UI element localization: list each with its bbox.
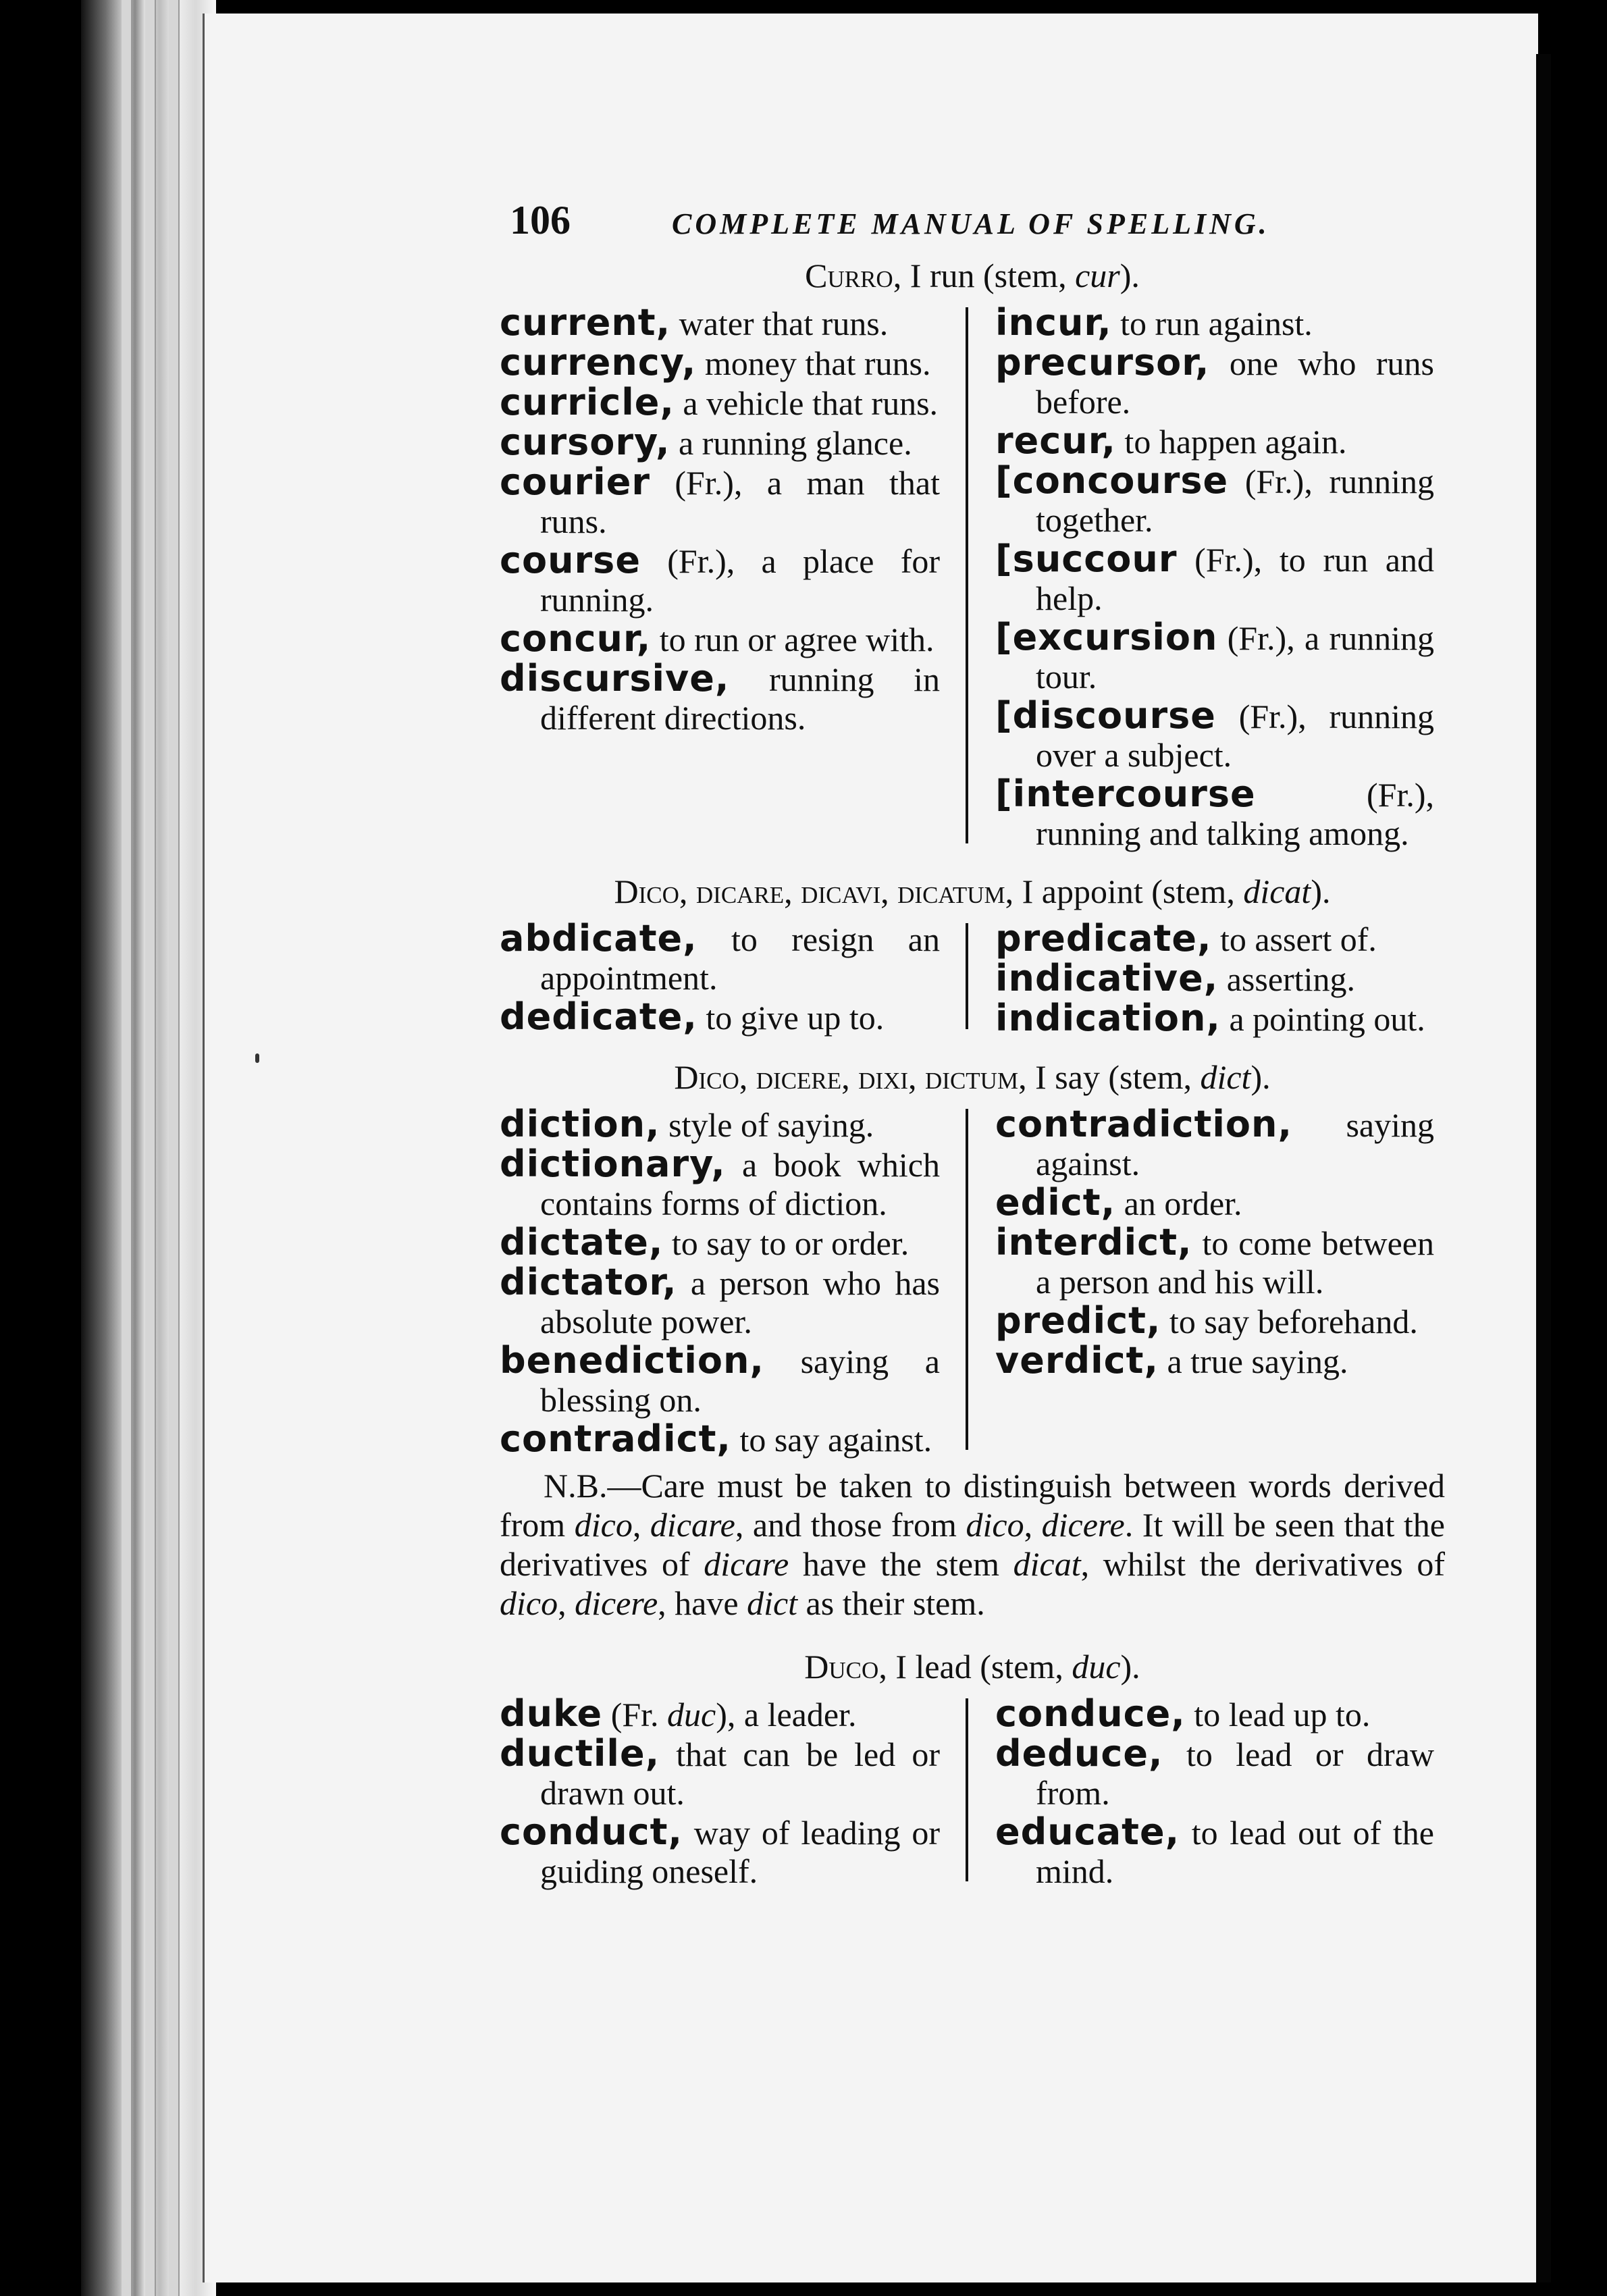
title-close: ). (1250, 1058, 1271, 1096)
definition: (Fr.), a place for running. (540, 542, 940, 619)
term: cursory, (500, 421, 670, 463)
term: [succour (995, 538, 1178, 580)
entry (500, 919, 940, 997)
term: ductile, (500, 1732, 660, 1775)
term: duke (500, 1692, 603, 1735)
note-italic: dicare (650, 1506, 735, 1544)
definition: (Fr.), running over a subject. (1036, 698, 1434, 774)
section-title (500, 252, 1445, 299)
definition: to lead out of the mind. (1036, 1814, 1434, 1890)
term: course (500, 539, 641, 581)
meaning: , I lead (stem, (878, 1648, 1072, 1686)
definition: (Fr.), running and talking among. (1036, 776, 1434, 852)
entry (995, 1105, 1434, 1183)
entry-columns (500, 1694, 1445, 1891)
note-text: , whilst the derivatives of (1080, 1545, 1446, 1583)
entry (995, 421, 1434, 461)
right-column (968, 1105, 1434, 1459)
page-header (510, 197, 1286, 244)
term: contradict, (500, 1417, 731, 1460)
term: dictionary, (500, 1143, 726, 1185)
definition: asserting. (1218, 960, 1355, 998)
entry (995, 919, 1434, 959)
definition: saying a blessing on. (540, 1342, 940, 1419)
stem-word: Curro (805, 257, 893, 294)
definition: that can be led or drawn out. (540, 1736, 940, 1812)
term: currency, (500, 341, 697, 384)
definition: to resign an appointment. (540, 920, 940, 997)
left-column (500, 1105, 966, 1459)
entry (500, 1145, 940, 1223)
section-title (500, 868, 1445, 915)
definition: to happen again. (1115, 423, 1347, 461)
entry (995, 343, 1434, 421)
note-italic: dicere (575, 1584, 658, 1622)
left-column (500, 919, 966, 1039)
note-text: , and those from (735, 1506, 966, 1544)
definition: to assert of. (1211, 920, 1377, 958)
definition: a person who has absolute power. (540, 1264, 940, 1340)
nb-note (500, 1466, 1445, 1623)
note-text: . It will be seen that the derivatives of (500, 1506, 1445, 1583)
entry-columns (500, 919, 1445, 1039)
page-stack-edge (145, 0, 156, 2296)
term: dictate, (500, 1221, 664, 1263)
entry (500, 1341, 940, 1419)
term: discursive, (500, 657, 730, 700)
term: predicate, (995, 917, 1212, 960)
entry (995, 1341, 1434, 1381)
definition: (Fr.), running together. (1036, 463, 1434, 539)
entry (995, 1734, 1434, 1812)
entry (500, 1223, 940, 1263)
definition: a pointing out. (1220, 1000, 1425, 1038)
entry (995, 696, 1434, 775)
note-italic: dicere (1041, 1506, 1125, 1544)
stem-word: Dico, dicare, dicavi, dicatum (614, 872, 1005, 910)
entry-columns (500, 303, 1445, 853)
entry (500, 303, 940, 343)
entry (500, 1812, 940, 1891)
definition: style of saying. (660, 1106, 874, 1144)
entry (995, 959, 1434, 999)
stem: duc (1072, 1648, 1121, 1686)
page-stack-edge (169, 0, 180, 2296)
stem: dict (1200, 1058, 1251, 1096)
definition-pre: (Fr. (602, 1696, 668, 1733)
entry (995, 1812, 1434, 1891)
stem: dicat (1243, 872, 1311, 910)
entry-columns (500, 1105, 1445, 1459)
term: [discourse (995, 694, 1216, 737)
note-text: N.B.—Care must be taken to distinguish between words derived from (500, 1467, 1445, 1544)
entry (500, 659, 940, 737)
definition: (Fr.), to run and help. (1036, 541, 1434, 617)
definition: to run or agree with. (651, 621, 934, 658)
term: benediction, (500, 1339, 764, 1382)
note-italic: dict (747, 1584, 798, 1622)
right-column (968, 1694, 1434, 1891)
term: [concourse (995, 459, 1229, 502)
entry (500, 423, 940, 463)
definition: a true saying. (1158, 1342, 1348, 1380)
entry (500, 997, 940, 1037)
stem-word: Dico, dicere, dixi, dictum (674, 1058, 1019, 1096)
term: educate, (995, 1810, 1180, 1853)
note-text: , (632, 1506, 650, 1544)
title-close: ). (1120, 1648, 1140, 1686)
entry (995, 461, 1434, 540)
definition: way of leading or guiding oneself. (540, 1814, 940, 1890)
ink-speck (255, 1053, 259, 1063)
meaning: , I say (stem, (1018, 1058, 1201, 1096)
entry (500, 343, 940, 383)
entry (995, 999, 1434, 1039)
note-italic: dicat (1013, 1545, 1081, 1583)
note-text: , (1024, 1506, 1042, 1544)
right-column (968, 919, 1434, 1039)
entry (500, 619, 940, 659)
meaning: , I run (stem, (893, 257, 1076, 294)
term: edict, (995, 1181, 1116, 1224)
note-text: , (558, 1584, 575, 1622)
definition: a book which contains forms of diction. (540, 1146, 940, 1222)
entry (995, 1694, 1434, 1734)
definition: to say beforehand. (1161, 1303, 1418, 1340)
term: current, (500, 301, 671, 344)
term: courier (500, 461, 650, 503)
definition: one who runs before. (1036, 344, 1434, 421)
entry (500, 1105, 940, 1145)
note-text: , have (658, 1584, 747, 1622)
term: indicative, (995, 957, 1219, 999)
term: incur, (995, 301, 1112, 344)
page-content (500, 246, 1445, 1891)
term: deduce, (995, 1732, 1163, 1775)
definition: saying against. (1036, 1106, 1434, 1182)
note-italic: dicare (704, 1545, 789, 1583)
definition: (Fr.), a running tour. (1036, 619, 1434, 696)
note-text: as their stem. (797, 1584, 985, 1622)
term: contradiction, (995, 1103, 1292, 1145)
section-title (500, 1053, 1445, 1101)
entry (995, 1223, 1434, 1301)
definition: to say against. (731, 1421, 932, 1459)
entry (995, 1301, 1434, 1341)
entry (500, 383, 940, 423)
entry (995, 618, 1434, 696)
term: concur, (500, 617, 652, 660)
stem: cur (1075, 257, 1120, 294)
entry (995, 540, 1434, 618)
definition: (Fr.), a man that runs. (540, 464, 940, 540)
definition: money that runs. (696, 344, 931, 382)
entry (500, 541, 940, 619)
note-italic: dico (966, 1506, 1024, 1544)
term: conduct, (500, 1810, 683, 1853)
definition: to give up to. (697, 999, 885, 1037)
page-number: 106 (510, 198, 571, 242)
next-page-edge (1536, 54, 1551, 2282)
definition: a running glance. (670, 424, 912, 462)
left-column (500, 303, 966, 853)
note-italic: dico (574, 1506, 633, 1544)
definition: to lead or draw from. (1036, 1736, 1434, 1812)
entry (995, 303, 1434, 343)
stem-word: Duco (804, 1648, 879, 1686)
entry (500, 1419, 940, 1459)
term: [intercourse (995, 773, 1256, 815)
term: dictator, (500, 1261, 677, 1303)
term: curricle, (500, 381, 675, 423)
title-close: ). (1311, 872, 1331, 910)
meaning: , I appoint (stem, (1005, 872, 1244, 910)
entry (500, 1694, 940, 1734)
definition: a vehicle that runs. (674, 384, 939, 422)
definition: to lead up to. (1185, 1696, 1371, 1733)
left-column (500, 1694, 966, 1891)
definition: to come between a person and his will. (1036, 1224, 1434, 1301)
note-italic: dico (500, 1584, 558, 1622)
term: dedicate, (500, 995, 697, 1038)
term: verdict, (995, 1339, 1159, 1382)
entry (995, 1183, 1434, 1223)
definition: to run against. (1111, 305, 1313, 342)
term: recur, (995, 419, 1116, 462)
definition: ), a leader. (716, 1696, 857, 1733)
entry (500, 1263, 940, 1341)
term: indication, (995, 997, 1221, 1039)
page-stack-edge (122, 0, 132, 2296)
definition: to say to or order. (663, 1224, 910, 1262)
definition: water that runs. (670, 305, 889, 342)
title-close: ). (1119, 257, 1140, 294)
term: predict, (995, 1299, 1161, 1342)
right-column (968, 303, 1434, 853)
term: conduce, (995, 1692, 1186, 1735)
term: precursor, (995, 341, 1210, 384)
term: [excursion (995, 616, 1218, 658)
term: diction, (500, 1103, 660, 1145)
note-text: have the stem (789, 1545, 1013, 1583)
definition: an order. (1115, 1184, 1242, 1222)
entry (995, 775, 1434, 853)
term: interdict, (995, 1221, 1192, 1263)
term: abdicate, (500, 917, 697, 960)
entry (500, 463, 940, 541)
running-head: COMPLETE MANUAL OF SPELLING. (672, 207, 1270, 240)
entry (500, 1734, 940, 1812)
definition: running in different directions. (540, 660, 940, 737)
note-paragraph (500, 1466, 1445, 1623)
definition-italic: duc (667, 1696, 716, 1733)
section-title (500, 1643, 1445, 1690)
